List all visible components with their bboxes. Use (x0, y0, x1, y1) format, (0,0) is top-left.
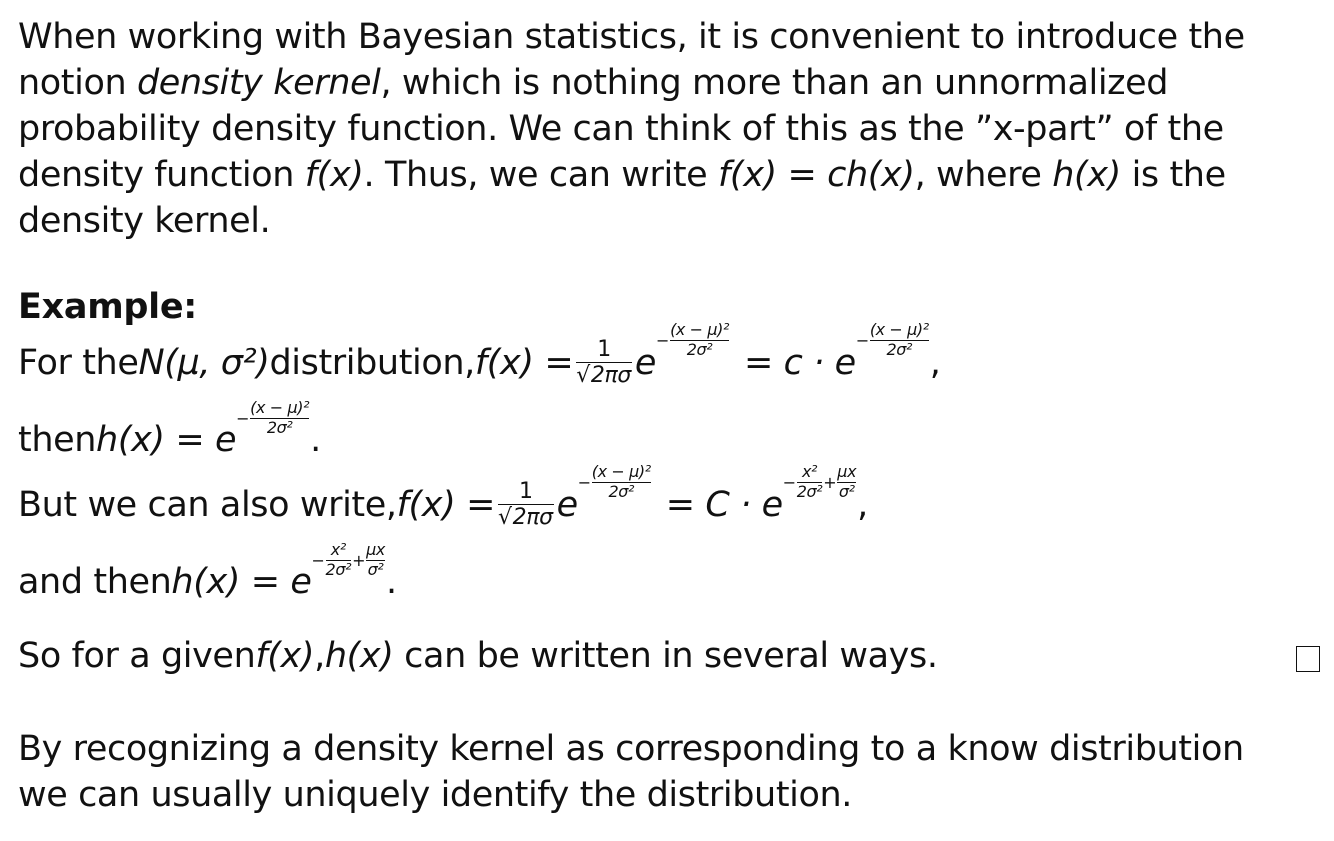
closing-line-2: we can usually uniquely identify the distribution. (18, 775, 852, 815)
sqrt-content: 2πσ (590, 363, 631, 389)
example-line-conclusion (18, 636, 938, 676)
exp-denominator: 2σ² (608, 482, 635, 502)
intro-line-4 (18, 152, 1318, 198)
text: can be written in several ways. (393, 636, 938, 676)
math-e: e (634, 342, 657, 383)
normalizing-fraction (498, 480, 554, 529)
text: For the (18, 342, 139, 383)
sqrt-content: 2πσ (512, 505, 553, 531)
math-normal-dist: N(μ, σ²) (138, 342, 270, 383)
exponent: − $\frac{\text{(x − μ)²}}{\text{2σ²}}$ (236, 397, 310, 437)
text: , where (914, 155, 1053, 195)
exp-denominator: 2σ² (886, 340, 913, 360)
math-eq-c: = c · e (744, 342, 856, 383)
math-fx: f(x) (304, 155, 364, 195)
exp-numerator: (x − μ)² (869, 320, 929, 340)
math-fx: f(x) (255, 636, 315, 676)
math-eq-C: = C · e (665, 484, 783, 525)
exp-denominator: 2σ² (796, 482, 823, 502)
text: , (314, 636, 325, 676)
exponent: − $\frac{\text{(x − μ)²}}{\text{2σ²}}$ (656, 320, 729, 360)
term-density-kernel: density kernel (136, 63, 381, 103)
math-fx-lhs: f(x) = (396, 484, 495, 525)
text: then (18, 420, 97, 460)
frac-denominator-sqrt (498, 506, 554, 529)
exp-denominator: σ² (838, 482, 855, 502)
exponent: − $\frac{\text{(x − μ)²}}{\text{2σ²}}$ (577, 462, 651, 502)
math-hx: h(x) (324, 636, 394, 676)
qed-square-icon (1296, 646, 1320, 672)
sqrt-symbol: √ (498, 505, 512, 531)
closing-line-1: By recognizing a density kernel as corresponding to a know distribution (18, 729, 1244, 769)
text: is the (1120, 155, 1226, 195)
text: density function (18, 155, 305, 195)
text: notion (18, 63, 137, 103)
math-fx-equation: f(x) = ch(x) (718, 155, 915, 195)
exp-denominator: σ² (367, 559, 384, 579)
exp-denominator: 2σ² (686, 340, 713, 360)
exp-numerator: μx (837, 462, 857, 482)
text: But we can also write, (18, 484, 397, 525)
exp-denominator: 2σ² (266, 417, 293, 437)
intro-paragraph (18, 14, 1318, 244)
intro-line-2 (18, 60, 1318, 106)
example-heading: Example: (18, 287, 197, 327)
intro-line-3: probability density function. We can think of this as the ”x-part” of the (18, 109, 1224, 149)
text: , which is nothing more than an unnormalized (380, 63, 1169, 103)
math-fx-lhs: f(x) = (474, 342, 574, 383)
frac-denominator-sqrt (576, 364, 632, 387)
punct: . (385, 562, 397, 602)
exponent-expanded: − $\frac{\text{x²}}{\text{2σ²}}$ + $\frac{\mu x}{\text{σ²}}$ (311, 539, 385, 579)
frac-numerator: 1 (597, 337, 611, 362)
normalizing-fraction (576, 338, 632, 387)
math-hx-eq: h(x) = e (171, 562, 312, 602)
sqrt-symbol: √ (576, 363, 590, 389)
exp-numerator: x² (801, 462, 818, 482)
closing-paragraph (18, 726, 1318, 818)
text: distribution, (269, 342, 475, 383)
intro-line-5: density kernel. (18, 201, 271, 241)
punct: . (310, 420, 321, 460)
punct: , (929, 342, 941, 383)
exp-numerator: x² (330, 539, 346, 559)
punct: , (857, 484, 868, 525)
text: So for a given (18, 636, 256, 676)
example-line-normal (18, 320, 941, 389)
text: and then (18, 562, 172, 602)
intro-line-1: When working with Bayesian statistics, it is convenient to introduce the (18, 17, 1245, 57)
math-e: e (556, 484, 578, 525)
text: . Thus, we can write (363, 155, 719, 195)
exp-numerator: (x − μ)² (591, 462, 651, 482)
math-hx: h(x) (1052, 155, 1121, 195)
exp-numerator: (x − μ)² (250, 397, 310, 417)
exponent-expanded: − $\frac{\text{x²}}{\text{2σ²}}$ + $\frac{\mu x}{\text{σ²}}$ (782, 462, 857, 502)
exponent: − $\frac{\text{(x − μ)²}}{\text{2σ²}}$ (855, 320, 929, 360)
exp-numerator: μx (366, 539, 385, 559)
math-hx-eq: h(x) = e (96, 420, 237, 460)
frac-numerator: 1 (519, 479, 533, 504)
exp-denominator: 2σ² (325, 559, 352, 579)
exp-numerator: (x − μ)² (670, 320, 729, 340)
example-line-kernel-1 (18, 397, 321, 460)
